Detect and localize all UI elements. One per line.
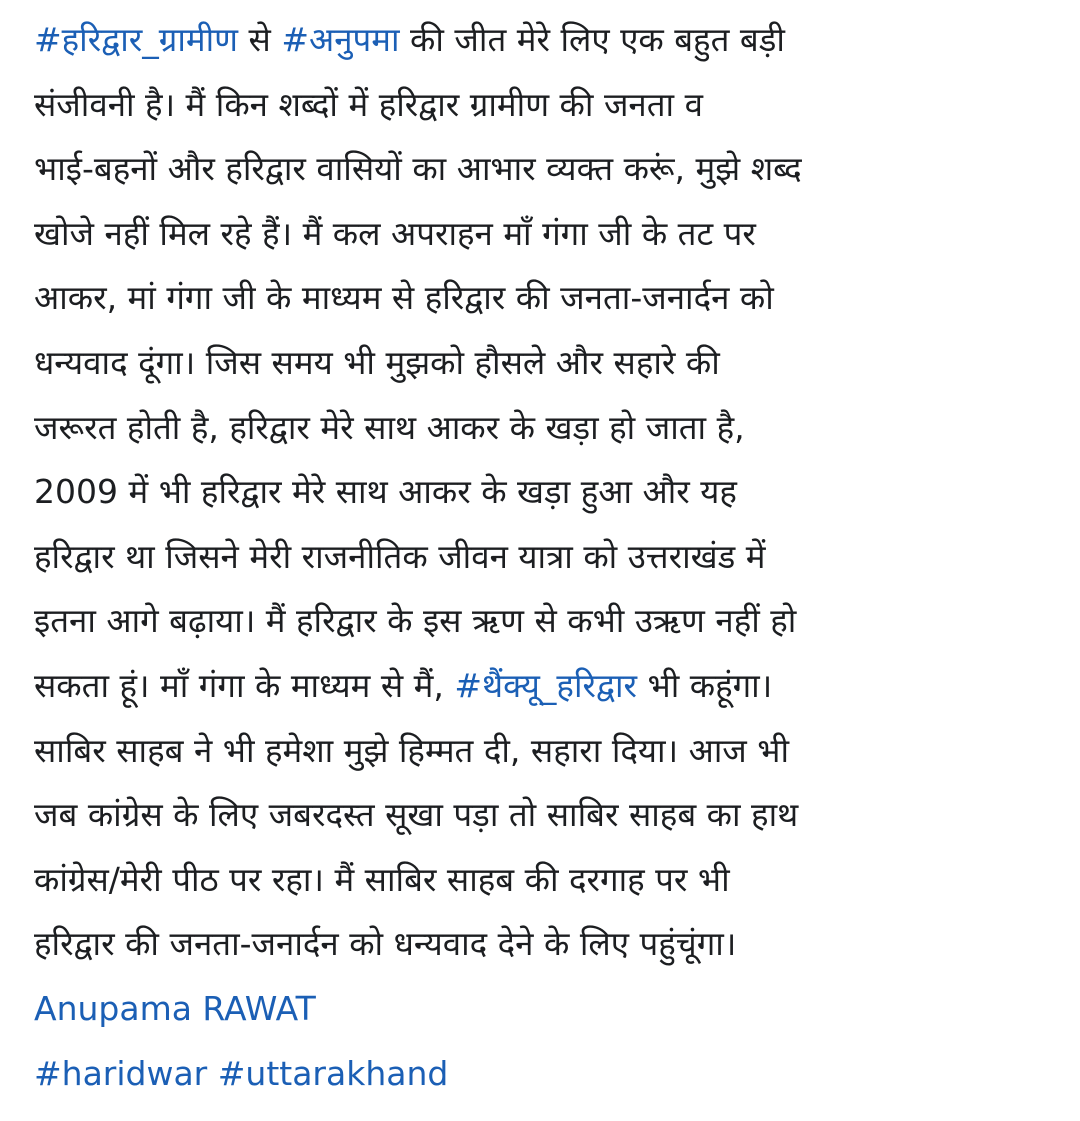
post-line: हरिद्वार की जनता-जनार्दन को धन्यवाद देने के लिए पहुंचूंगा। bbox=[34, 924, 737, 964]
post-line bbox=[34, 654, 1054, 719]
hashtag-link[interactable]: #हरिद्वार_ग्रामीण bbox=[34, 20, 239, 59]
post-line: जब कांग्रेस के लिए जबरदस्त सूखा पड़ा तो साबिर साहब का हाथ bbox=[34, 795, 799, 835]
post-text bbox=[34, 8, 1054, 1106]
post-line: हरिद्वार था जिसने मेरी राजनीतिक जीवन यात्रा को उत्तराखंड में bbox=[34, 536, 766, 576]
post-line: साबिर साहब ने भी हमेशा मुझे हिम्मत दी, सहारा दिया। आज भी bbox=[34, 730, 790, 770]
post-line: 2009 में भी हरिद्वार मेरे साथ आकर के खड़ा हुआ और यह bbox=[34, 472, 737, 512]
post-line: संजीवनी है। मैं किन शब्दों में हरिद्वार ग्रामीण की जनता व bbox=[34, 84, 703, 124]
profile-mention-link[interactable]: Anupama RAWAT bbox=[34, 988, 316, 1028]
post-line: खोजे नहीं मिल रहे हैं। मैं कल अपराहन माँ गंगा जी के तट पर bbox=[34, 213, 756, 253]
post-line: कांग्रेस/मेरी पीठ पर रहा। मैं साबिर साहब की दरगाह पर भी bbox=[34, 859, 730, 899]
hashtag-link[interactable]: #अनुपमा bbox=[281, 20, 400, 59]
post-text-segment bbox=[207, 1054, 218, 1093]
post-line: आकर, मां गंगा जी के माध्यम से हरिद्वार की जनता-जनार्दन को bbox=[34, 278, 774, 318]
post-line: जरूरत होती है, हरिद्वार मेरे साथ आकर के खड़ा हो जाता है, bbox=[34, 407, 745, 447]
post-line: धन्यवाद दूंगा। जिस समय भी मुझको हौसले और सहारे की bbox=[34, 342, 720, 382]
post-text-segment: से bbox=[238, 20, 282, 59]
hashtag-row bbox=[34, 1042, 1054, 1107]
hashtag-link[interactable]: #थैंक्यू_हरिद्वार bbox=[454, 665, 638, 705]
hashtag-link[interactable]: #haridwar bbox=[34, 1053, 208, 1093]
hashtag-link[interactable]: #uttarakhand bbox=[217, 1053, 449, 1093]
post-text-segment: की जीत मेरे लिए एक बहुत बड़ी bbox=[399, 20, 785, 59]
post-line: इतना आगे बढ़ाया। मैं हरिद्वार के इस ऋण से कभी उऋण नहीं हो bbox=[34, 601, 797, 641]
post-text-segment: सकता हूं। माँ गंगा के माध्यम से मैं, bbox=[34, 665, 455, 705]
post-text-segment: भी कहूंगा। bbox=[637, 665, 773, 705]
post-line: भाई-बहनों और हरिद्वार वासियों का आभार व्यक्त करूं, मुझे शब्द bbox=[34, 149, 802, 189]
post-line bbox=[34, 8, 1054, 73]
